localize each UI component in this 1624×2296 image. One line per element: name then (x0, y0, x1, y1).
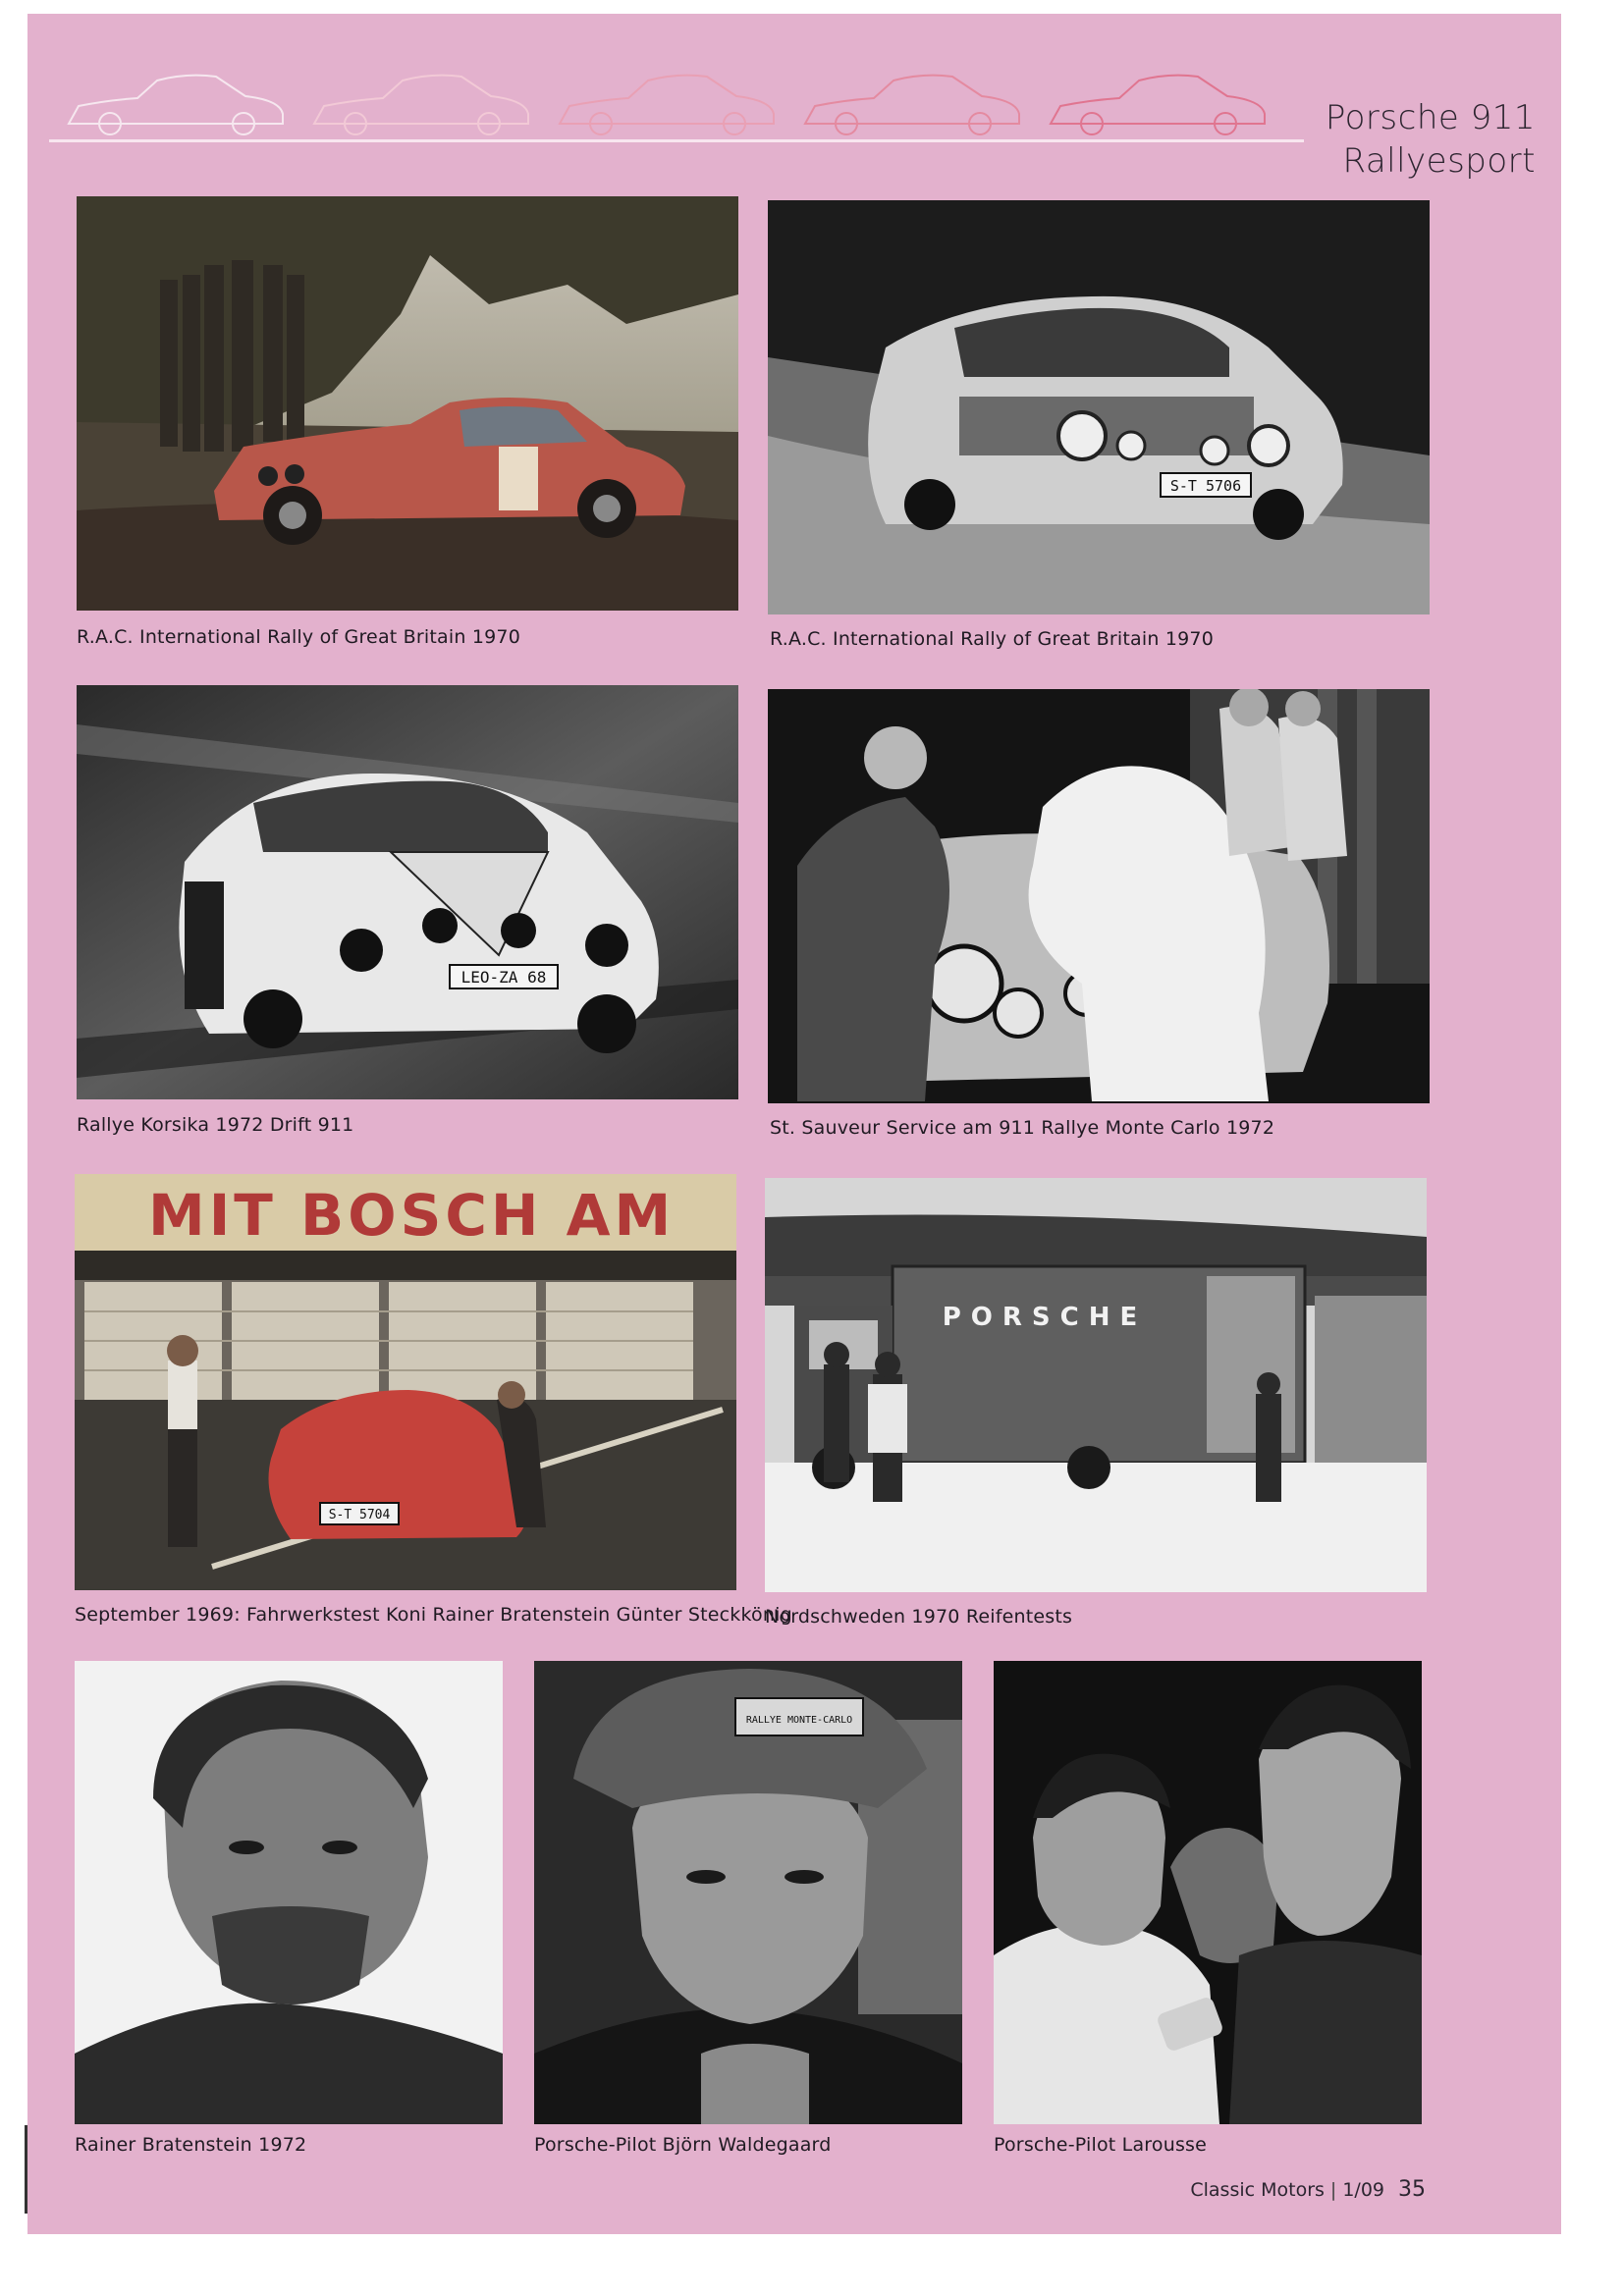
photo-larousse-portrait (994, 1661, 1422, 2124)
caption-photo-9: Porsche-Pilot Larousse (994, 2134, 1208, 2156)
caption-photo-7: Rainer Bratenstein 1972 (75, 2134, 307, 2156)
caption-photo-3: Rallye Korsika 1972 Drift 911 (77, 1114, 354, 1136)
header-car-silhouettes (49, 63, 1306, 141)
photo-nordschweden-reifentests (765, 1178, 1427, 1592)
caption-photo-8: Porsche-Pilot Björn Waldegaard (534, 2134, 832, 2156)
page-footer (1190, 2177, 1426, 2202)
photo-rac-rally-1970-bw (768, 200, 1430, 614)
footer-separator: | (1329, 2179, 1337, 2201)
page-title (1326, 96, 1536, 183)
caption-photo-4: St. Sauveur Service am 911 Rallye Monte Carlo 1972 (770, 1117, 1275, 1139)
bosch-sign-text: MIT BOSCH AM (148, 1182, 676, 1249)
page-number: 35 (1398, 2177, 1426, 2202)
photo-st-sauveur-service (768, 689, 1430, 1103)
photo-bjorn-waldegaard-portrait (534, 1661, 962, 2124)
caption-photo-5: September 1969: Fahrwerkstest Koni Rainer Bratenstein Günter Steckkönig (75, 1604, 792, 1626)
rally-badge-text: RALLYE MONTE-CARLO (745, 1715, 853, 1726)
caption-photo-2: R.A.C. International Rally of Great Britain 1970 (770, 628, 1215, 650)
photo-fahrwerkstest-koni-1969 (75, 1174, 736, 1590)
scan-edge-line (25, 2125, 27, 2214)
car-silhouette-2 (314, 76, 528, 134)
license-plate-text: S-T 5704 (328, 1508, 391, 1522)
car-silhouette-5 (1051, 76, 1265, 134)
photo-rainer-bratenstein-portrait (75, 1661, 503, 2124)
license-plate-text: LEO-ZA 68 (460, 968, 547, 987)
license-plate-text: S-T 5706 (1169, 477, 1242, 495)
magazine-name: Classic Motors (1190, 2179, 1325, 2201)
page-title-line-2: Rallyesport (1342, 141, 1536, 181)
truck-sign-text: PORSCHE (942, 1303, 1148, 1332)
page-title-line-1: Porsche 911 (1325, 98, 1536, 137)
issue-number: 1/09 (1342, 2179, 1384, 2201)
caption-photo-1: R.A.C. International Rally of Great Britain 1970 (77, 626, 521, 648)
header-rule (49, 139, 1304, 142)
caption-photo-6: Nordschweden 1970 Reifentests (765, 1606, 1073, 1628)
car-silhouette-1 (69, 76, 283, 134)
car-silhouette-3 (560, 76, 774, 134)
car-silhouette-4 (805, 76, 1019, 134)
photo-rac-rally-1970-color (77, 196, 738, 611)
photo-rallye-korsika-1972 (77, 685, 738, 1099)
